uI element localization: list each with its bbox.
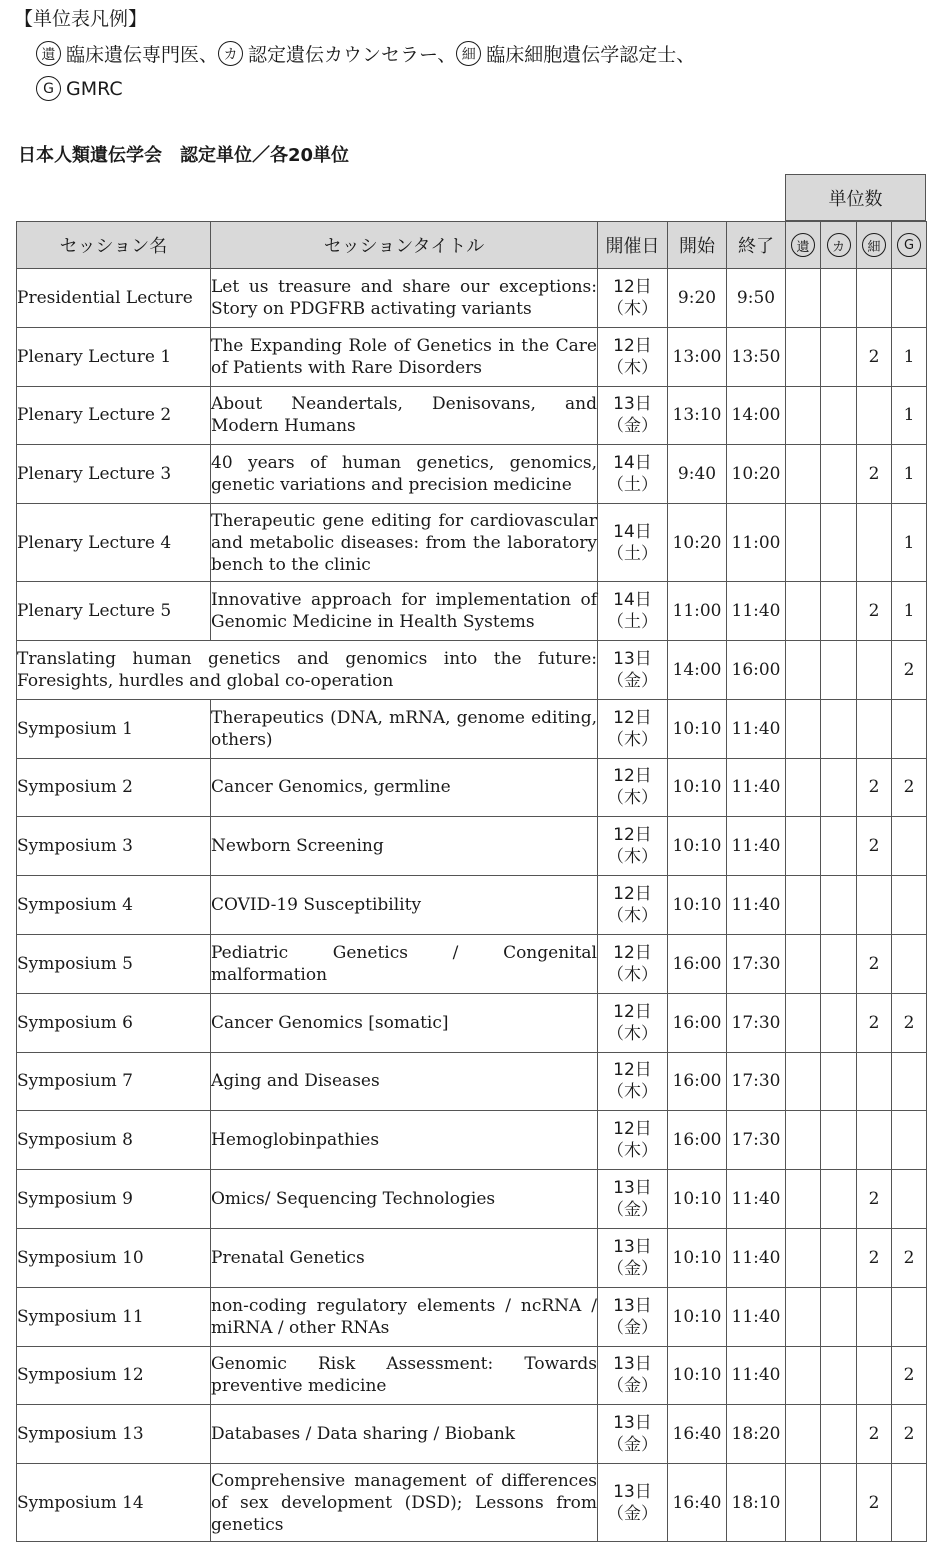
start-time-cell: 16:40	[668, 1405, 727, 1464]
session-title-cell: Therapeutic gene editing for cardiovascular and metabolic diseases: from the laboratory bench to the clinic	[211, 504, 598, 582]
date-day: 12日	[613, 1119, 652, 1140]
units-sai-cell	[857, 1111, 892, 1170]
date-day: 13日	[613, 394, 652, 415]
units-g-cell: 2	[892, 1228, 927, 1287]
start-time-cell: 9:40	[668, 445, 727, 504]
date-cell	[598, 1464, 668, 1542]
units-sai-cell: 2	[857, 1464, 892, 1542]
end-time-cell: 18:10	[727, 1464, 786, 1542]
session-name-cell: Symposium 14	[17, 1464, 211, 1542]
end-time-cell: 11:40	[727, 582, 786, 641]
session-name-cell: Plenary Lecture 2	[17, 386, 211, 445]
table-row	[17, 445, 927, 504]
date-weekday: （木）	[607, 357, 658, 378]
units-sai-cell	[857, 1346, 892, 1405]
units-sai-cell: 2	[857, 1405, 892, 1464]
start-time-cell: 16:40	[668, 1464, 727, 1542]
start-time-cell: 10:10	[668, 1228, 727, 1287]
units-g-cell: 2	[892, 1405, 927, 1464]
session-name-cell: Symposium 2	[17, 758, 211, 817]
session-title-cell: 40 years of human genetics, genomics, genetic variations and precision medicine	[211, 445, 598, 504]
legend-label-g: GMRC	[66, 77, 123, 100]
schedule-table	[16, 221, 927, 1542]
units-ka-cell	[821, 1170, 857, 1229]
date-day: 12日	[613, 335, 652, 356]
units-ka-cell	[821, 327, 857, 386]
date-weekday: （土）	[607, 543, 658, 564]
date-cell	[598, 1052, 668, 1111]
session-name-cell: Plenary Lecture 3	[17, 445, 211, 504]
units-ka-cell	[821, 817, 857, 876]
date-cell	[598, 876, 668, 935]
session-name-cell: Symposium 12	[17, 1346, 211, 1405]
start-time-cell: 10:10	[668, 1170, 727, 1229]
units-ken-cell	[786, 1405, 821, 1464]
units-ka-cell	[821, 1405, 857, 1464]
session-title-cell: Translating human genetics and genomics into the future: Foresights, hurdles and global co-operation	[17, 640, 598, 699]
session-name-cell: Plenary Lecture 5	[17, 582, 211, 641]
table-row	[17, 1287, 927, 1346]
units-g-cell	[892, 1111, 927, 1170]
session-name-cell: Symposium 10	[17, 1228, 211, 1287]
col-header-date: 開催日	[598, 222, 668, 269]
legend-label-ka: 認定遺伝カウンセラー、	[248, 44, 457, 66]
units-ken-cell	[786, 993, 821, 1052]
date-weekday: （金）	[607, 670, 658, 691]
units-sai-cell: 2	[857, 817, 892, 876]
start-time-cell: 14:00	[668, 640, 727, 699]
start-time-cell: 16:00	[668, 1111, 727, 1170]
start-time-cell: 10:20	[668, 504, 727, 582]
circled-ka-mark: カ	[827, 233, 851, 257]
date-day: 13日	[613, 1481, 652, 1502]
units-ken-cell	[786, 445, 821, 504]
end-time-cell: 11:40	[727, 876, 786, 935]
session-title-cell: About Neandertals, Denisovans, and Modern Humans	[211, 386, 598, 445]
date-cell	[598, 386, 668, 445]
session-name-cell: Symposium 13	[17, 1405, 211, 1464]
date-day: 13日	[613, 1354, 652, 1375]
date-cell	[598, 582, 668, 641]
date-day: 12日	[613, 884, 652, 905]
date-weekday: （金）	[607, 1258, 658, 1279]
date-day: 12日	[613, 1001, 652, 1022]
col-header-ken	[786, 222, 821, 269]
units-sai-cell: 2	[857, 327, 892, 386]
session-title-cell: Comprehensive management of differences of sex development (DSD); Lessons from genetics	[211, 1464, 598, 1542]
units-sai-cell: 2	[857, 758, 892, 817]
start-time-cell: 16:00	[668, 934, 727, 993]
date-weekday: （金）	[607, 1200, 658, 1221]
date-weekday: （木）	[607, 788, 658, 809]
table-row	[17, 269, 927, 328]
table-row	[17, 934, 927, 993]
start-time-cell: 16:00	[668, 1052, 727, 1111]
date-day: 12日	[613, 942, 652, 963]
session-name-cell: Symposium 9	[17, 1170, 211, 1229]
units-g-cell	[892, 1287, 927, 1346]
session-name-cell: Symposium 4	[17, 876, 211, 935]
units-ken-cell	[786, 817, 821, 876]
units-ken-cell	[786, 504, 821, 582]
session-name-cell: Symposium 3	[17, 817, 211, 876]
table-row	[17, 758, 927, 817]
session-title-cell: Aging and Diseases	[211, 1052, 598, 1111]
units-ken-cell	[786, 1111, 821, 1170]
units-g-cell: 1	[892, 386, 927, 445]
date-weekday: （木）	[607, 906, 658, 927]
units-sai-cell	[857, 504, 892, 582]
date-cell	[598, 699, 668, 758]
session-title-cell: Hemoglobinpathies	[211, 1111, 598, 1170]
units-sai-cell: 2	[857, 445, 892, 504]
header-row	[17, 222, 927, 269]
units-g-cell	[892, 876, 927, 935]
date-cell	[598, 1228, 668, 1287]
units-ka-cell	[821, 386, 857, 445]
table-row	[17, 876, 927, 935]
table-row	[17, 699, 927, 758]
end-time-cell: 18:20	[727, 1405, 786, 1464]
units-g-cell	[892, 817, 927, 876]
table-row	[17, 582, 927, 641]
session-name-cell: Symposium 8	[17, 1111, 211, 1170]
units-sai-cell	[857, 876, 892, 935]
date-weekday: （木）	[607, 1141, 658, 1162]
date-day: 13日	[613, 1413, 652, 1434]
session-title-cell: COVID-19 Susceptibility	[211, 876, 598, 935]
start-time-cell: 16:00	[668, 993, 727, 1052]
units-ken-cell	[786, 699, 821, 758]
units-header: 単位数	[785, 174, 926, 221]
table-row	[17, 640, 927, 699]
units-sai-cell	[857, 640, 892, 699]
session-name-cell: Symposium 6	[17, 993, 211, 1052]
start-time-cell: 10:10	[668, 1346, 727, 1405]
units-ka-cell	[821, 582, 857, 641]
units-g-cell	[892, 934, 927, 993]
date-day: 12日	[613, 276, 652, 297]
session-title-cell: Therapeutics (DNA, mRNA, genome editing, others)	[211, 699, 598, 758]
col-header-sai	[857, 222, 892, 269]
session-title-cell: The Expanding Role of Genetics in the Care of Patients with Rare Disorders	[211, 327, 598, 386]
date-day: 14日	[613, 590, 652, 611]
units-ka-cell	[821, 504, 857, 582]
units-ka-cell	[821, 934, 857, 993]
date-cell	[598, 758, 668, 817]
units-g-cell: 1	[892, 504, 927, 582]
units-g-cell: 2	[892, 1346, 927, 1405]
date-cell	[598, 327, 668, 386]
table-row	[17, 1052, 927, 1111]
date-cell	[598, 993, 668, 1052]
end-time-cell: 17:30	[727, 934, 786, 993]
units-sai-cell	[857, 269, 892, 328]
units-sai-cell	[857, 1287, 892, 1346]
units-ka-cell	[821, 1052, 857, 1111]
table-row	[17, 1228, 927, 1287]
col-header-session-name: セッション名	[17, 222, 211, 269]
table-row	[17, 993, 927, 1052]
circled-sai-mark: 細	[862, 233, 886, 257]
circled-ka-mark: カ	[218, 41, 243, 66]
session-title-cell: non-coding regulatory elements / ncRNA / miRNA / other RNAs	[211, 1287, 598, 1346]
units-ka-cell	[821, 445, 857, 504]
date-cell	[598, 1111, 668, 1170]
units-sai-cell: 2	[857, 934, 892, 993]
table-row	[17, 386, 927, 445]
col-header-g	[892, 222, 927, 269]
session-title-cell: Omics/ Sequencing Technologies	[211, 1170, 598, 1229]
units-g-cell: 1	[892, 327, 927, 386]
table-row	[17, 1405, 927, 1464]
session-title-cell: Prenatal Genetics	[211, 1228, 598, 1287]
end-time-cell: 9:50	[727, 269, 786, 328]
date-weekday: （金）	[607, 1503, 658, 1524]
start-time-cell: 10:10	[668, 758, 727, 817]
units-g-cell: 2	[892, 758, 927, 817]
date-cell	[598, 1170, 668, 1229]
units-ka-cell	[821, 1346, 857, 1405]
section-title: 日本人類遺伝学会 認定単位／各20単位	[18, 145, 350, 166]
end-time-cell: 11:40	[727, 758, 786, 817]
session-title-cell: Cancer Genomics, germline	[211, 758, 598, 817]
units-sai-cell	[857, 699, 892, 758]
date-weekday: （金）	[607, 1435, 658, 1456]
end-time-cell: 14:00	[727, 386, 786, 445]
units-ken-cell	[786, 327, 821, 386]
date-cell	[598, 817, 668, 876]
table-row	[17, 817, 927, 876]
start-time-cell: 10:10	[668, 817, 727, 876]
date-weekday: （木）	[607, 964, 658, 985]
units-sai-cell: 2	[857, 582, 892, 641]
units-ka-cell	[821, 1228, 857, 1287]
date-cell	[598, 269, 668, 328]
date-cell	[598, 1405, 668, 1464]
session-title-cell: Pediatric Genetics / Congenital malformation	[211, 934, 598, 993]
legend-label-sai: 臨床細胞遺伝学認定士、	[486, 44, 696, 66]
units-ka-cell	[821, 1111, 857, 1170]
units-g-cell: 1	[892, 582, 927, 641]
units-g-cell: 2	[892, 993, 927, 1052]
session-name-cell: Plenary Lecture 4	[17, 504, 211, 582]
units-ken-cell	[786, 876, 821, 935]
units-sai-cell	[857, 1052, 892, 1111]
units-ka-cell	[821, 758, 857, 817]
start-time-cell: 10:10	[668, 1287, 727, 1346]
end-time-cell: 13:50	[727, 327, 786, 386]
circled-ken-mark: 遺	[36, 41, 61, 66]
units-ken-cell	[786, 582, 821, 641]
date-weekday: （木）	[607, 1023, 658, 1044]
units-g-cell	[892, 1464, 927, 1542]
date-weekday: （木）	[607, 847, 658, 868]
session-title-cell: Cancer Genomics [somatic]	[211, 993, 598, 1052]
units-g-cell	[892, 1170, 927, 1229]
date-day: 13日	[613, 648, 652, 669]
units-ken-cell	[786, 1170, 821, 1229]
date-day: 14日	[613, 453, 652, 474]
units-ken-cell	[786, 1228, 821, 1287]
units-g-cell	[892, 699, 927, 758]
units-ka-cell	[821, 993, 857, 1052]
end-time-cell: 11:40	[727, 1170, 786, 1229]
units-sai-cell	[857, 386, 892, 445]
end-time-cell: 16:00	[727, 640, 786, 699]
units-ka-cell	[821, 1287, 857, 1346]
col-header-session-title: セッションタイトル	[211, 222, 598, 269]
col-header-end: 終了	[727, 222, 786, 269]
units-ken-cell	[786, 758, 821, 817]
date-cell	[598, 504, 668, 582]
date-day: 13日	[613, 1178, 652, 1199]
date-weekday: （木）	[607, 298, 658, 319]
session-title-cell: Innovative approach for implementation of Genomic Medicine in Health Systems	[211, 582, 598, 641]
table-row	[17, 1111, 927, 1170]
end-time-cell: 17:30	[727, 1052, 786, 1111]
units-ka-cell	[821, 1464, 857, 1542]
units-sai-cell: 2	[857, 1170, 892, 1229]
units-g-cell: 2	[892, 640, 927, 699]
end-time-cell: 17:30	[727, 993, 786, 1052]
units-ken-cell	[786, 1052, 821, 1111]
circled-ken-mark: 遺	[791, 233, 815, 257]
date-cell	[598, 1346, 668, 1405]
session-title-cell: Databases / Data sharing / Biobank	[211, 1405, 598, 1464]
start-time-cell: 13:10	[668, 386, 727, 445]
session-name-cell: Symposium 1	[17, 699, 211, 758]
units-sai-cell: 2	[857, 993, 892, 1052]
end-time-cell: 11:40	[727, 1346, 786, 1405]
legend-title: 【単位表凡例】	[14, 8, 148, 30]
date-cell	[598, 445, 668, 504]
session-name-cell: Presidential Lecture	[17, 269, 211, 328]
units-ka-cell	[821, 876, 857, 935]
date-day: 12日	[613, 766, 652, 787]
units-ken-cell	[786, 1346, 821, 1405]
end-time-cell: 11:40	[727, 1287, 786, 1346]
circled-g-mark: G	[897, 233, 921, 257]
session-title-cell: Let us treasure and share our exceptions: Story on PDGFRB activating variants	[211, 269, 598, 328]
session-title-cell: Newborn Screening	[211, 817, 598, 876]
date-day: 12日	[613, 825, 652, 846]
session-name-cell: Symposium 5	[17, 934, 211, 993]
session-name-cell: Symposium 11	[17, 1287, 211, 1346]
units-sai-cell: 2	[857, 1228, 892, 1287]
date-day: 12日	[613, 707, 652, 728]
session-title-cell: Genomic Risk Assessment: Towards preventive medicine	[211, 1346, 598, 1405]
table-row	[17, 327, 927, 386]
date-weekday: （金）	[607, 1376, 658, 1397]
date-day: 14日	[613, 521, 652, 542]
date-cell	[598, 1287, 668, 1346]
date-weekday: （木）	[607, 729, 658, 750]
date-weekday: （木）	[607, 1082, 658, 1103]
legend-label-ken: 臨床遺伝専門医、	[66, 44, 219, 66]
table-row	[17, 1346, 927, 1405]
session-name-cell: Symposium 7	[17, 1052, 211, 1111]
end-time-cell: 17:30	[727, 1111, 786, 1170]
end-time-cell: 11:40	[727, 817, 786, 876]
start-time-cell: 10:10	[668, 699, 727, 758]
end-time-cell: 11:40	[727, 1228, 786, 1287]
units-ken-cell	[786, 640, 821, 699]
date-day: 13日	[613, 1295, 652, 1316]
date-day: 13日	[613, 1236, 652, 1257]
units-ka-cell	[821, 699, 857, 758]
units-ken-cell	[786, 386, 821, 445]
end-time-cell: 11:40	[727, 699, 786, 758]
units-g-cell	[892, 1052, 927, 1111]
circled-sai-mark: 細	[456, 41, 481, 66]
start-time-cell: 10:10	[668, 876, 727, 935]
date-weekday: （金）	[607, 416, 658, 437]
date-weekday: （土）	[607, 612, 658, 633]
units-ken-cell	[786, 934, 821, 993]
date-cell	[598, 640, 668, 699]
units-ka-cell	[821, 269, 857, 328]
date-day: 12日	[613, 1060, 652, 1081]
units-ka-cell	[821, 640, 857, 699]
start-time-cell: 9:20	[668, 269, 727, 328]
start-time-cell: 11:00	[668, 582, 727, 641]
end-time-cell: 10:20	[727, 445, 786, 504]
units-g-cell: 1	[892, 445, 927, 504]
units-ken-cell	[786, 1287, 821, 1346]
units-ken-cell	[786, 1464, 821, 1542]
legend-line-1	[36, 40, 695, 67]
col-header-ka	[821, 222, 857, 269]
table-row	[17, 504, 927, 582]
col-header-start: 開始	[668, 222, 727, 269]
units-g-cell	[892, 269, 927, 328]
start-time-cell: 13:00	[668, 327, 727, 386]
end-time-cell: 11:00	[727, 504, 786, 582]
session-name-cell: Plenary Lecture 1	[17, 327, 211, 386]
table-row	[17, 1170, 927, 1229]
date-weekday: （金）	[607, 1317, 658, 1338]
legend-line-2	[36, 76, 123, 101]
date-cell	[598, 934, 668, 993]
circled-g-mark: G	[36, 76, 61, 101]
units-ken-cell	[786, 269, 821, 328]
table-row	[17, 1464, 927, 1542]
date-weekday: （土）	[607, 475, 658, 496]
